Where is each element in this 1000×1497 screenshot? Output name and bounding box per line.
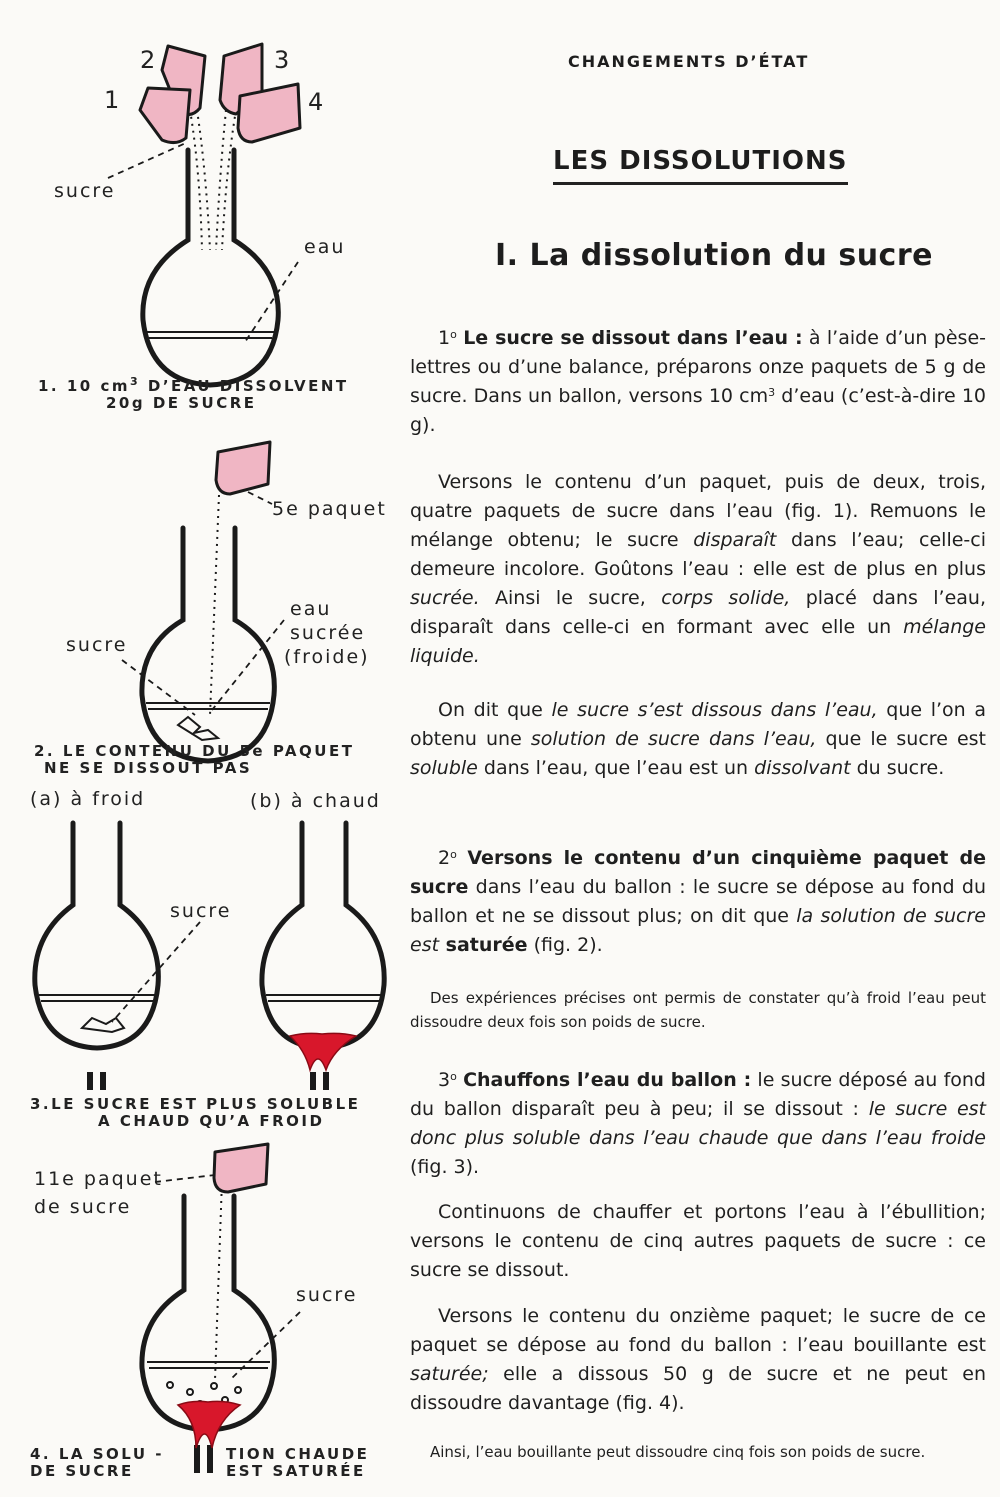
label-sucre-fig3: sucre [170, 900, 232, 922]
label-sucree-fig2: sucrée [290, 622, 366, 644]
page-title: LES DISSOLUTIONS [553, 146, 848, 185]
caption-fig1: 1. 10 $cm^3$ D’EAU DISSOLVENT 20g DE SUCRE [38, 375, 349, 412]
chapter-kicker: CHANGEMENTS D’ÉTAT [568, 52, 810, 71]
paragraph-1: 1$^o$ Le sucre se dissout dans l’eau : à l’aide d’un pèse-lettres ou d’une balance, préparons onze paquets de 5 g de sucre. Dans un ballon, versons 10 $cm^3$ d’eau (c’est-à-dire 10 g). [410, 327, 986, 436]
section-heading: I. La dissolution du sucre [495, 238, 933, 273]
paragraph-5: 3$^o$ Chauffons l’eau du ballon : le sucre déposé au fond du ballon disparaît peu à peu; il se dissout : le sucre est donc plus soluble dans l’eau chaude que dans l’eau froide (fig. 3). [410, 1069, 986, 1178]
paragraph-2: Versons le contenu d’un paquet, puis de deux, trois, quatre paquets de sucre dans l’eau (fig. 1). Remuons le mélange obtenu; le sucre disparaît dans l’eau; celle-ci demeure incolore. Goûtons l’eau : elle est de plus en plus sucrée. Ainsi le sucre, corps solide, placé dans l’eau, disparaît dans celle-ci en formant avec elle un mélange liquide. [410, 471, 986, 667]
label-5e-paquet: 5e paquet [272, 498, 387, 520]
label-sucre-fig4: sucre [296, 1284, 358, 1306]
paragraph-4: 2$^o$ Versons le contenu d’un cinquième paquet de sucre dans l’eau du ballon : le sucre se dépose au fond du ballon et ne se dissout plus; on dit que la solution de sucre est saturée (fig. 2). [410, 847, 986, 956]
caption-fig4-right: TION CHAUDE EST SATURÉE [226, 1445, 370, 1480]
packet-number-4: 4 [308, 88, 324, 116]
flask-3a [35, 823, 159, 1048]
label-de-sucre: de sucre [34, 1196, 132, 1218]
figures-column [0, 0, 400, 1497]
paragraph-7: Versons le contenu du onzième paquet; le sucre de ce paquet se dépose au fond du ballon : l’eau bouillante est saturée; elle a dissous 50 g de sucre et ne peut en dissoudre davantage (fig. 4). [410, 1305, 986, 1414]
flask-4 [142, 1196, 274, 1430]
label-sucre-fig2: sucre [66, 634, 128, 656]
packet-number-3: 3 [274, 46, 290, 74]
label-b-chaud: (b) à chaud [250, 790, 381, 812]
caption-fig2: 2. LE CONTENU DU 5e PAQUET NE SE DISSOUT PAS [34, 742, 355, 777]
label-eau-fig2: eau [290, 598, 332, 620]
label-11e-paquet: 11e paquet [34, 1168, 163, 1190]
flask-1 [143, 150, 278, 385]
label-eau-fig1: eau [304, 236, 346, 258]
label-a-froid: (a) à froid [30, 788, 146, 810]
caption-fig4-left: 4. LA SOLU - DE SUCRE [30, 1445, 164, 1480]
flask-3b [262, 823, 384, 1048]
label-froide-fig2: (froide) [284, 646, 370, 668]
note-1: Des expériences précises ont permis de constater qu’à froid l’eau peut dissoudre deux fois son poids de sucre. [410, 989, 986, 1031]
paragraph-6: Continuons de chauffer et portons l’eau à l’ébullition; versons le contenu de cinq autres paquets de sucre : ce sucre se dissout. [410, 1201, 986, 1281]
packet-number-1: 1 [104, 86, 120, 114]
label-sucre-fig1: sucre [54, 180, 116, 202]
flask-2 [142, 528, 274, 761]
paragraph-3: On dit que le sucre s’est dissous dans l’eau, que l’on a obtenu une solution de sucre dans l’eau, que le sucre est soluble dans l’eau, que l’eau est un dissolvant du sucre. [410, 699, 986, 779]
caption-fig3: 3.LE SUCRE EST PLUS SOLUBLE A CHAUD QU’A FROID [30, 1095, 361, 1130]
packet-number-2: 2 [140, 46, 156, 74]
note-2: Ainsi, l’eau bouillante peut dissoudre cinq fois son poids de sucre. [430, 1443, 926, 1461]
